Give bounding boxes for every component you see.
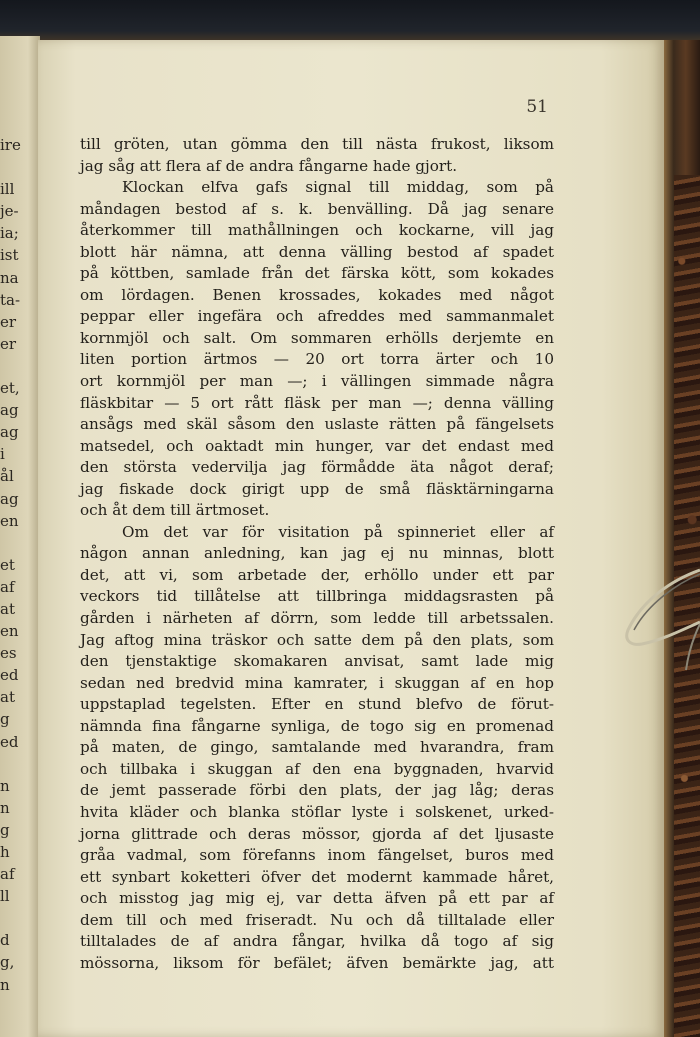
text-line: jag såg att flera af de andra fångarne hade gjort. [80, 156, 458, 175]
text-line: fläskbitar — 5 ort rått fläsk per man —; denna välling [80, 393, 554, 412]
left-fragment: ll [0, 887, 10, 906]
left-fragment: ag [0, 489, 19, 508]
left-fragment: d [0, 931, 10, 950]
left-fragment: ag [0, 423, 19, 442]
left-fragment: en [0, 622, 19, 641]
text-line: den tjenstaktige skomakaren anvisat, samt lade mig [80, 652, 554, 671]
text-line: gården i närheten af dörrn, som ledde till arbetssalen. [80, 609, 554, 628]
left-fragment: n [0, 975, 10, 994]
text-line: veckors tid tillåtelse att tillbringa middagsrasten på [80, 587, 554, 606]
page-number: 51 [526, 97, 548, 117]
text-line: på köttben, samlade från det färska kött, som kokades [80, 264, 554, 283]
left-fragment: er [0, 312, 17, 331]
text-line: gråa vadmal, som förefanns inom fängelset, buros med [80, 846, 554, 865]
text-line: dem till och med friseradt. Nu och då tilltalade eller [80, 910, 554, 929]
spectacles-icon [622, 560, 700, 670]
left-fragment: ed [0, 732, 19, 751]
left-fragment: at [0, 688, 15, 707]
left-fragment: ta- [0, 290, 21, 309]
left-fragment [0, 907, 40, 929]
left-fragment: ag [0, 401, 19, 420]
text-line: peppar eller ingefära och afreddes med sammanmalet [80, 307, 554, 326]
left-fragment: af [0, 865, 15, 884]
text-line: de jemt passerade förbi den plats, der jag låg; deras [80, 781, 554, 800]
text-line: Jag aftog mina träskor och satte dem på den plats, som [80, 630, 554, 649]
left-fragment: et [0, 555, 15, 574]
text-line: och åt dem till ärtmoset. [80, 501, 270, 520]
text-line: det, att vi, som arbetade der, erhöllo under ett par [80, 565, 554, 584]
left-fragment: i [0, 445, 5, 464]
text-line: jag fiskade dock girigt upp de små fläsktärningarna [80, 479, 554, 498]
left-fragment: en [0, 511, 19, 530]
left-fragment: ed [0, 666, 19, 685]
left-fragment: g [0, 820, 10, 839]
text-line: tilltalades de af andra fångar, hvilka då togo af sig [80, 932, 554, 951]
left-fragment: ist [0, 246, 19, 265]
left-fragment: n [0, 798, 10, 817]
left-page-edge [0, 36, 40, 1037]
text-line: ort kornmjöl per man —; i vällingen simmade några [80, 372, 554, 391]
text-line: Klockan elfva gafs signal till middag, som på [122, 178, 554, 197]
left-fragment: ia; [0, 224, 19, 243]
left-fragment [0, 156, 40, 178]
left-fragment: es [0, 644, 17, 663]
body-text [80, 134, 554, 974]
left-fragment: h [0, 843, 10, 861]
text-line: uppstaplad tegelsten. Efter en stund blefvo de förut- [80, 695, 554, 714]
left-fragment: je- [0, 202, 19, 221]
left-fragment: ill [0, 180, 15, 199]
left-fragment: at [0, 599, 15, 618]
text-line: liten portion ärtmos — 20 ort torra ärter och 10 [80, 350, 554, 369]
text-line: på maten, de gingo, samtalande med hvarandra, fram [80, 738, 554, 757]
text-line: om lördagen. Benen krossades, kokades med något [80, 285, 554, 304]
text-line: hvita kläder och blanka stöflar lyste i solskenet, urked- [80, 802, 554, 821]
text-line: sedan ned bredvid mina kamrater, i skuggan af en hop [80, 673, 554, 692]
left-fragment: n [0, 776, 10, 795]
text-line: måndagen bestod af s. k. benvälling. Då jag senare [80, 199, 554, 218]
text-line: ett synbart koketteri öfver det modernt kammade håret, [80, 867, 554, 886]
left-fragment: et, [0, 379, 20, 398]
text-line: nämnda fina fångarne synliga, de togo sig en promenad [80, 716, 554, 735]
text-line: ansågs med skäl såsom den uslaste rätten på fängelsets [80, 415, 554, 434]
text-line: kornmjöl och salt. Om sommaren erhölls derjemte en [80, 328, 554, 347]
text-line: återkommer till mathållningen och kockarne, vill jag [80, 221, 554, 240]
left-fragment [0, 532, 40, 554]
left-fragment: g [0, 710, 10, 729]
left-fragment: g, [0, 953, 15, 972]
text-line: jorna glittrade och deras mössor, gjorda af det ljusaste [80, 824, 554, 843]
text-line: till gröten, utan gömma den till nästa frukost, liksom [80, 135, 554, 153]
text-line: och tillbaka i skuggan af den ena byggnaden, hvarvid [80, 759, 554, 778]
text-line: den största vedervilja jag förmådde äta något deraf; [80, 458, 554, 477]
text-line: och misstog jag mig ej, var detta äfven på ett par af [80, 889, 554, 908]
left-fragment: af [0, 577, 15, 596]
text-line: matsedel, och oaktadt min hunger, var det endast med [80, 436, 554, 455]
text-line: Om det var för visitation på spinneriet eller af [122, 522, 554, 541]
left-fragment [0, 753, 40, 775]
text-line: blott här nämna, att denna välling bestod af spadet [80, 242, 554, 261]
text-line: någon annan anledning, kan jag ej nu minnas, blott [80, 544, 554, 563]
text-line: mössorna, liksom för befälet; äfven bemärkte jag, att [80, 953, 554, 972]
left-page-fragments [0, 134, 40, 996]
left-fragment: ål [0, 467, 14, 486]
book-page [38, 40, 664, 1037]
left-fragment: na [0, 268, 19, 287]
book-cover-edge [0, 0, 700, 44]
left-fragment [0, 355, 40, 377]
left-fragment: ire [0, 136, 21, 154]
left-fragment: er [0, 334, 17, 353]
